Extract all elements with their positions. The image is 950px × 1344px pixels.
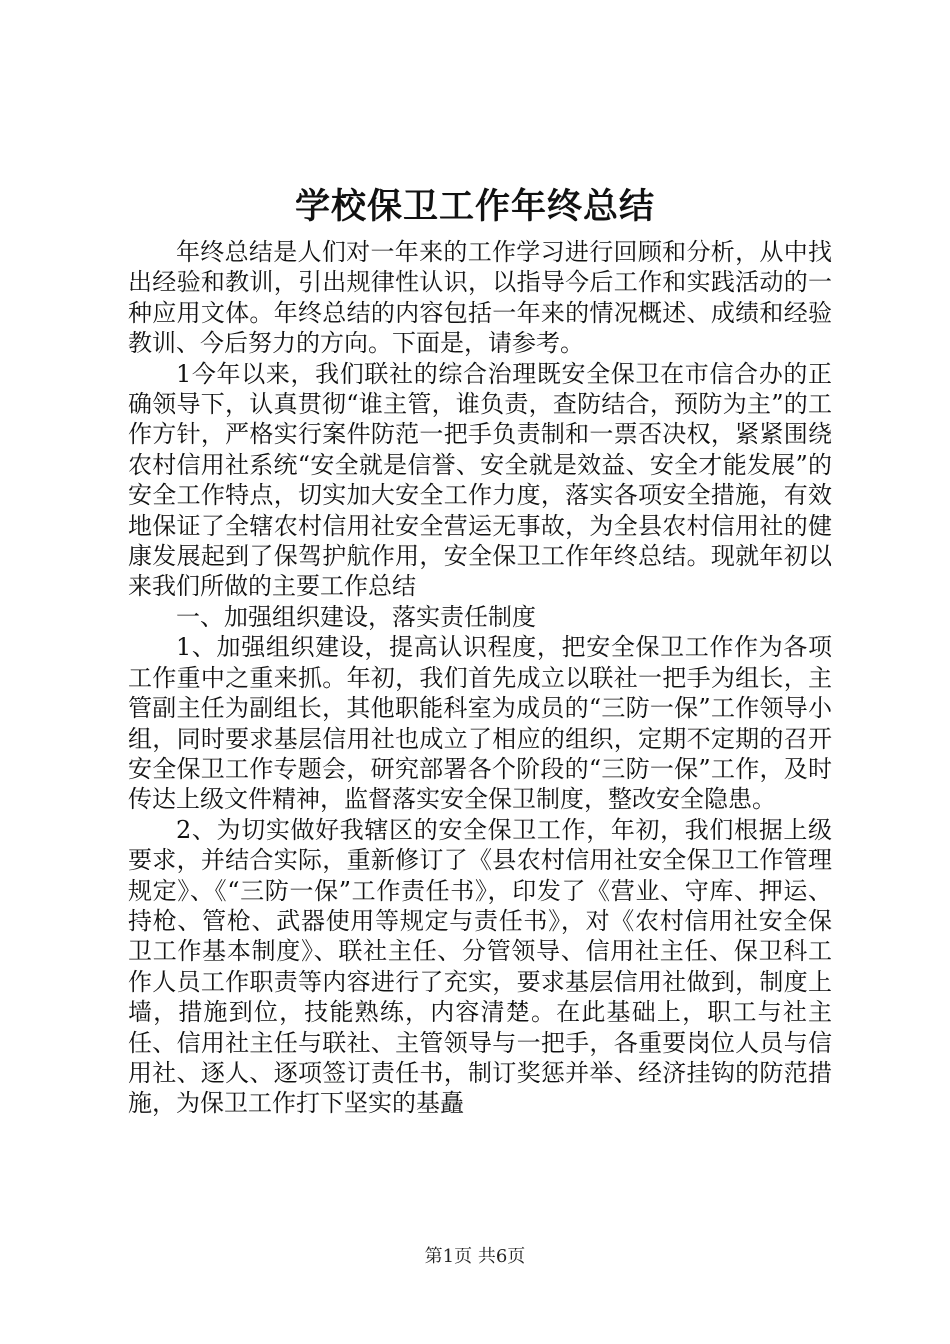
section-heading: 一、加强组织建设，落实责任制度 xyxy=(176,602,536,631)
document-body xyxy=(128,237,832,1119)
page-number-footer: 第1页 共6页 xyxy=(424,1246,526,1267)
document-title: 学校保卫工作年终总结 xyxy=(294,186,655,227)
paragraph-intro: 年终总结是人们对一年来的工作学习进行回顾和分析，从中找出经验和教训，引出规律性认识，以指导今后工作和实践活动的一种应用文体。年终总结的内容包括一年来的情况概述、成绩和经验教训、今后努力的方向。下面是，请参考。 xyxy=(128,238,832,358)
paragraph-regulations: 2、为切实做好我辖区的安全保卫工作，年初，我们根据上级要求，并结合实际，重新修订了《县农村信用社安全保卫工作管理规定》、《“三防一保”工作责任书》，印发了《营业、守库、押运、持枪、管枪、武器使用等规定与责任书》，对《农村信用社安全保卫工作基本制度》、联社主任、分管领导、信用社主任、保卫科工作人员工作职责等内容进行了充实，要求基层信用社做到，制度上墙，措施到位，技能熟练，内容清楚。在此基础上，职工与社主任、信用社主任与联社、主管领导与一把手，各重要岗位人员与信用社、逐人、逐项签订责任书，制订奖惩并举、经济挂钩的防范措施，为保卫工作打下坚实的基矗 xyxy=(128,815,832,1118)
paragraph-overview: 1今年以来，我们联社的综合治理既安全保卫在市信合办的正确领导下，认真贯彻“谁主管，谁负责，查防结合，预防为主”的工作方针，严格实行案件防范一把手负责制和一票否决权，紧紧围绕农村信用社系统“安全就是信誉、安全就是效益、安全才能发展”的安全工作特点，切实加大安全工作力度，落实各项安全措施，有效地保证了全辖农村信用社安全营运无事故，为全县农村信用社的健康发展起到了保驾护航作用，安全保卫工作年终总结。现就年初以来我们所做的主要工作总结 xyxy=(128,359,832,601)
paragraph-organization: 1、加强组织建设，提高认识程度，把安全保卫工作作为各项工作重中之重来抓。年初，我们首先成立以联社一把手为组长，主管副主任为副组长，其他职能科室为成员的“三防一保”工作领导小组，同时要求基层信用社也成立了相应的组织，定期不定期的召开安全保卫工作专题会，研究部署各个阶段的“三防一保”工作，及时传达上级文件精神，监督落实安全保卫制度，整改安全隐患。 xyxy=(128,633,832,814)
